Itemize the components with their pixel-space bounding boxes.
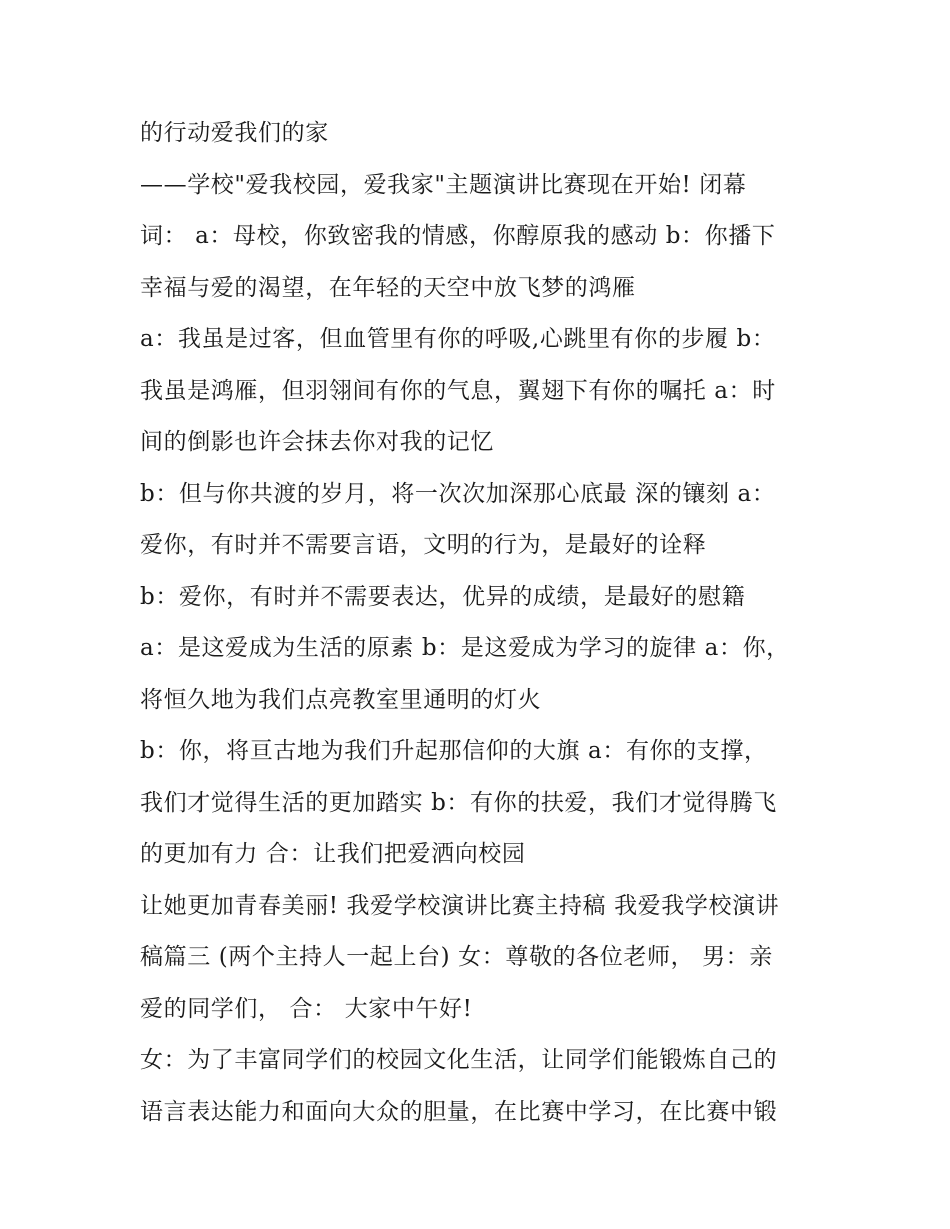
text-line: 稿篇三 (两个主持人一起上台) 女：尊敬的各位老师， 男：亲: [140, 944, 773, 970]
text-line: 词： a：母校，你致密我的情感，你醇原我的感动 b：你播下: [140, 223, 776, 249]
text-line: 让她更加青春美丽! 我爱学校演讲比赛主持稿 我爱我学校演讲: [140, 892, 780, 919]
document-body: [140, 108, 840, 1138]
text-line: b：但与你共渡的岁月，将一次次加深那心底最 深的镶刻 a：: [140, 480, 776, 507]
text-line: a：是这爱成为生活的原素 b：是这爱成为学习的旋律 a：你，: [140, 635, 790, 661]
text-line: 我虽是鸿雁，但羽翎间有你的气息，翼翅下有你的嘱托 a：时: [140, 377, 776, 404]
text-line: ——学校"爱我校园，爱我家"主题演讲比赛现在开始! 闭幕: [140, 171, 747, 198]
text-line: 的行动爱我们的家: [140, 120, 329, 146]
text-line: 语言表达能力和面向大众的胆量，在比赛中学习，在比赛中锻: [140, 1098, 778, 1125]
text-line: 的更加有力 合：让我们把爱洒向校园: [140, 841, 526, 867]
text-line: a：我虽是过客，但血管里有你的呼吸,心跳里有你的步履 b：: [140, 326, 776, 352]
text-line: b：爱你，有时并不需要表达，优异的成绩，是最好的慰籍: [140, 583, 746, 610]
text-line: 间的倒影也许会抹去你对我的记忆: [140, 429, 494, 455]
text-line: b：你，将亘古地为我们升起那信仰的大旗 a：有你的支撑，: [140, 738, 768, 764]
text-line: 爱你，有时并不需要言语，文明的行为，是最好的诠释: [140, 532, 707, 558]
text-line: 将恒久地为我们点亮教室里通明的灯火: [140, 686, 542, 713]
text-line: 女：为了丰富同学们的校园文化生活，让同学们能锻炼自己的: [140, 1047, 778, 1073]
text-line: 我们才觉得生活的更加踏实 b：有你的扶爱，我们才觉得腾飞: [140, 789, 777, 816]
text-line: 幸福与爱的渴望，在年轻的天空中放飞梦的鸿雁: [140, 274, 636, 301]
text-line: 爱的同学们， 合： 大家中午好!: [140, 995, 473, 1022]
